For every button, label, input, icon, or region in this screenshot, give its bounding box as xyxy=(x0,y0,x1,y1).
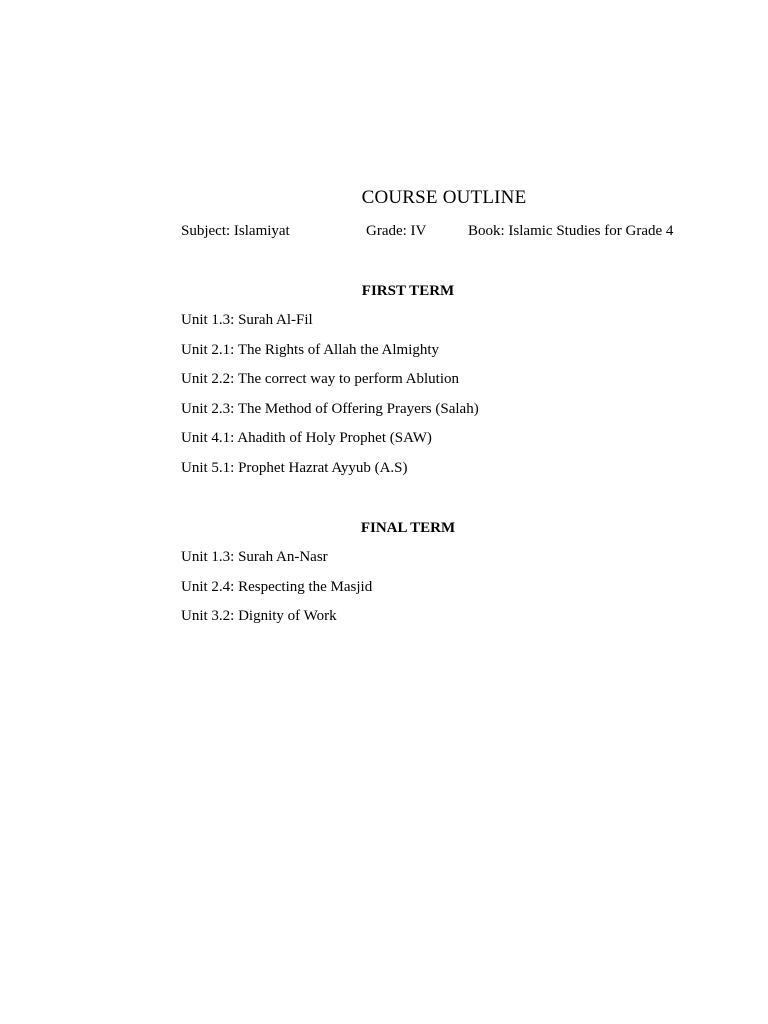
final-term-heading: FINAL TERM xyxy=(360,520,456,536)
unit-item: Unit 5.1: Prophet Hazrat Ayyub (A.S) xyxy=(181,459,408,476)
unit-item: Unit 4.1: Ahadith of Holy Prophet (SAW) xyxy=(181,430,432,447)
first-term-heading: FIRST TERM xyxy=(361,283,455,299)
grade-label: Grade: IV xyxy=(366,223,427,239)
unit-item: Unit 2.2: The correct way to perform Ablution xyxy=(181,371,459,388)
unit-item: Unit 2.4: Respecting the Masjid xyxy=(181,578,373,595)
final-term-unit-list xyxy=(181,548,372,637)
unit-item: Unit 1.3: Surah Al-Fil xyxy=(181,312,313,328)
unit-item: Unit 1.3: Surah An-Nasr xyxy=(181,549,328,565)
unit-item: Unit 3.2: Dignity of Work xyxy=(181,608,337,625)
first-term-unit-list xyxy=(181,311,479,489)
book-label: Book: Islamic Studies for Grade 4 xyxy=(468,223,674,239)
subject-label: Subject: Islamiyat xyxy=(181,223,290,239)
unit-item: Unit 2.1: The Rights of Allah the Almighty xyxy=(181,341,440,358)
unit-item: Unit 2.3: The Method of Offering Prayers (Salah) xyxy=(181,400,479,417)
page-title: COURSE OUTLINE xyxy=(361,187,527,208)
